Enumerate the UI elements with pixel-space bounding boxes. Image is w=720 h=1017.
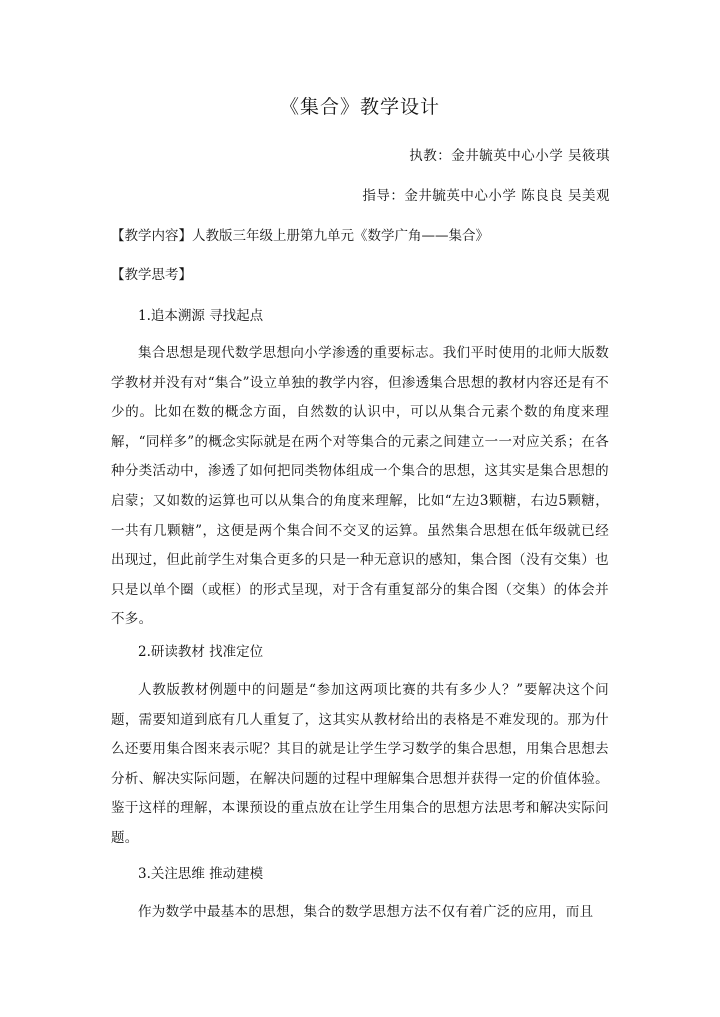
section-paragraph-2: 人教版教材例题中的问题是“参加这两项比赛的共有多少人？”要解决这个问题，需要知道到底有几人重复了，这其实从教材给出的表格是不难发现的。那为什么还要用集合图来表示呢？其目的就是让学生学习数学的集合思想，用集合思想去分析、解决实际问题，在解决问题的过程中理解集合思想并获得一定的价值体验。鉴于这样的理解，本课预设的重点放在让学生用集合的思想方法思考和解决实际问题。 xyxy=(111,682,609,846)
section-heading-2: 2.研读教材 找准定位 xyxy=(138,644,264,660)
section-paragraph-1: 集合思想是现代数学思想向小学渗透的重要标志。我们平时使用的北师大版数学教材并没有对“集合”设立单独的教学内容，但渗透集合思想的教材内容还是有不少的。比如在数的概念方面，自然数的认识中，可以从集合元素个数的角度来理解，“同样多”的概念实际就是在两个对等集合的元素之间建立一一对应关系；在各种分类活动中，渗透了如何把同类物体组成一个集合的思想，这其实是集合思想的启蒙；又如数的运算也可以从集合的角度来理解，比如“左边3颗糖，右边5颗糖，一共有几颗糖”，这便是两个集合间不交叉的运算。虽然集合思想在低年级就已经出现过，但此前学生对集合更多的只是一种无意识的感知，集合图（没有交集）也只是以单个圈（或框）的形式呈现，对于含有重复部分的集合图（交集）的体会并不多。 xyxy=(111,345,609,628)
section-paragraph-3: 作为数学中最基本的思想，集合的数学思想方法不仅有着广泛的应用，而且 xyxy=(138,904,594,920)
section-heading-3: 3.关注思维 推动建模 xyxy=(138,866,264,882)
document-title: 《集合》教学设计 xyxy=(279,96,440,118)
author-line: 执教：金井毓英中心小学 吴筱琪 xyxy=(409,148,610,164)
teaching-thinking-heading: 【教学思考】 xyxy=(111,267,192,283)
guide-line: 指导：金井毓英中心小学 陈良良 吴美观 xyxy=(362,188,610,204)
teaching-content-line: 【教学内容】人教版三年级上册第九单元《数学广角——集合》 xyxy=(111,228,489,244)
section-heading-1: 1.追本溯源 寻找起点 xyxy=(138,308,264,324)
